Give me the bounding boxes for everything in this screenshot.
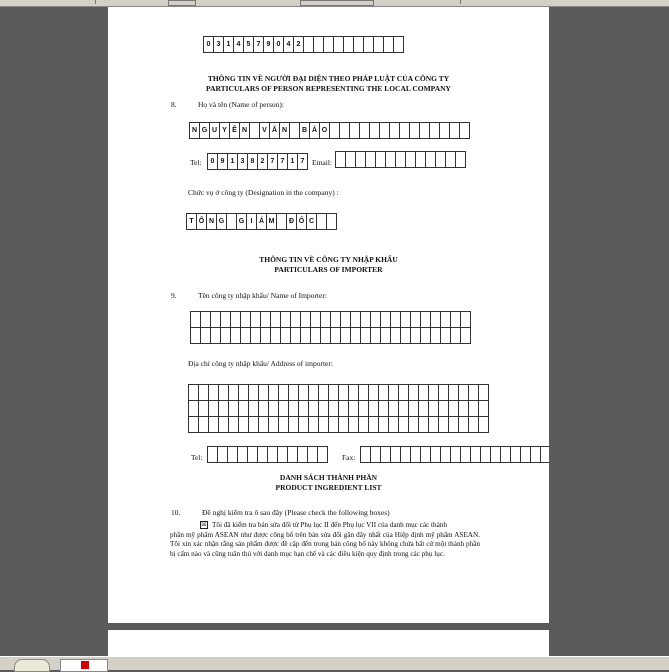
grid-cell (379, 385, 389, 401)
grid-cell (321, 312, 331, 328)
grid-cell (449, 385, 459, 401)
grid-cell (201, 328, 211, 344)
grid-cell (369, 385, 379, 401)
id-number-box: 4 (233, 36, 244, 53)
grid-cell (289, 401, 299, 417)
grid-cell (479, 417, 489, 433)
id-number-box: 0 (203, 36, 214, 53)
grid-cell (241, 312, 251, 328)
grid-cell (321, 328, 331, 344)
grid-cell (349, 417, 359, 433)
tel-label: Tel: (190, 158, 202, 167)
grid-cell (199, 401, 209, 417)
tel-digit-box: 7 (297, 153, 308, 170)
fax-boxes (361, 446, 549, 463)
grid-cell (461, 328, 471, 344)
grid-cell (399, 385, 409, 401)
grid-cell (389, 401, 399, 417)
grid-cell (251, 312, 261, 328)
email-char-box (455, 151, 466, 168)
id-number-box: 2 (293, 36, 304, 53)
importer-heading-vi: THÔNG TIN VỀ CÔNG TY NHẬP KHẨU (259, 255, 398, 264)
grid-cell (469, 385, 479, 401)
grid-cell (379, 401, 389, 417)
grid-cell (269, 401, 279, 417)
designation-char-box: G (236, 213, 247, 230)
name-char-box: Ả (309, 122, 320, 139)
grid-cell (351, 312, 361, 328)
grid-cell (389, 385, 399, 401)
id-number-boxes (204, 36, 404, 53)
id-number-box: 9 (263, 36, 274, 53)
designation-label: Chức vụ ở công ty (Designation in the company) : (188, 188, 339, 197)
grid-cell (209, 385, 219, 401)
item10-declaration (170, 521, 480, 559)
grid-cell (329, 385, 339, 401)
grid-cell (309, 385, 319, 401)
grid-cell (459, 401, 469, 417)
grid-cell (291, 312, 301, 328)
grid-cell (439, 385, 449, 401)
grid-cell (271, 312, 281, 328)
grid-cell (201, 312, 211, 328)
grid-cell (421, 312, 431, 328)
grid-cell (279, 401, 289, 417)
designation-char-box: N (206, 213, 217, 230)
grid-cell (439, 417, 449, 433)
grid-cell (399, 417, 409, 433)
grid-cell (419, 385, 429, 401)
tel-digit-box: 9 (217, 153, 228, 170)
grid-cell (431, 312, 441, 328)
item9-number: 9. (171, 291, 177, 300)
grid-cell (329, 401, 339, 417)
rep-heading-en: PARTICULARS OF PERSON REPRESENTING THE LOCAL COMPANY (206, 84, 451, 93)
grid-cell (459, 417, 469, 433)
grid-cell (261, 312, 271, 328)
grid-cell (401, 328, 411, 344)
name-char-box: Ă (269, 122, 280, 139)
id-number-box: 0 (273, 36, 284, 53)
id-number-box (393, 36, 404, 53)
grid-cell (339, 385, 349, 401)
document-page (108, 7, 549, 623)
grid-cell (359, 417, 369, 433)
grid-cell (429, 401, 439, 417)
tel-boxes (208, 153, 308, 170)
grid-cell (211, 328, 221, 344)
designation-char-box: Đ (286, 213, 297, 230)
grid-cell (239, 385, 249, 401)
grid-cell (229, 401, 239, 417)
grid-cell (231, 328, 241, 344)
grid-cell (259, 401, 269, 417)
id-number-box: 7 (253, 36, 264, 53)
grid-cell (199, 417, 209, 433)
importer-address-grid (188, 384, 489, 433)
grid-cell (259, 385, 269, 401)
grid-cell (419, 417, 429, 433)
toolbar-divider (460, 0, 461, 4)
grid-cell (319, 385, 329, 401)
fax-label: Fax: (342, 453, 356, 462)
toolbar-field[interactable] (168, 0, 196, 6)
grid-cell (249, 385, 259, 401)
tel-digit-box: 1 (287, 153, 298, 170)
grid-cell (371, 328, 381, 344)
id-number-box: 1 (223, 36, 234, 53)
grid-cell (389, 417, 399, 433)
name-char-box (459, 122, 470, 139)
designation-char-box: T (186, 213, 197, 230)
name-char-box: O (319, 122, 330, 139)
grid-cell (249, 417, 259, 433)
id-number-box: 3 (213, 36, 224, 53)
designation-char-box: Ổ (196, 213, 207, 230)
designation-char-box: Ố (296, 213, 307, 230)
grid-cell (251, 328, 261, 344)
grid-cell (339, 417, 349, 433)
grid-cell (191, 312, 201, 328)
item8-number: 8. (171, 100, 177, 109)
grid-cell (299, 385, 309, 401)
importer-tel-box (317, 446, 328, 463)
tel-digit-box: 7 (277, 153, 288, 170)
designation-char-box: C (306, 213, 317, 230)
tel-digit-box: 2 (257, 153, 268, 170)
taskbar (0, 656, 669, 670)
grid-cell (391, 328, 401, 344)
tel-digit-box: 1 (227, 153, 238, 170)
toolbar-divider (95, 0, 96, 4)
grid-cell (339, 401, 349, 417)
grid-cell (299, 401, 309, 417)
grid-cell (371, 312, 381, 328)
designation-char-box: Á (256, 213, 267, 230)
grid-cell (221, 312, 231, 328)
grid-cell (319, 417, 329, 433)
grid-cell (259, 417, 269, 433)
item10-first-line (170, 521, 480, 531)
item10-number: 10. (171, 508, 181, 517)
grid-cell (409, 385, 419, 401)
grid-cell (281, 312, 291, 328)
grid-cell (269, 385, 279, 401)
name-char-box: Y (219, 122, 230, 139)
item9-label: Tên công ty nhập khẩu/ Name of Importer: (198, 291, 327, 300)
importer-heading-en: PARTICULARS OF IMPORTER (274, 265, 383, 274)
grid-cell (359, 401, 369, 417)
name-char-box: N (279, 122, 290, 139)
name-char-box: Ê (229, 122, 240, 139)
viewer-toolbar (0, 0, 669, 7)
grid-cell (401, 312, 411, 328)
id-number-box: 5 (243, 36, 254, 53)
grid-cell (239, 417, 249, 433)
grid-cell (209, 417, 219, 433)
grid-cell (421, 328, 431, 344)
grid-cell (199, 385, 209, 401)
grid-cell (441, 328, 451, 344)
grid-cell (399, 401, 409, 417)
grid-cell (281, 328, 291, 344)
tel-digit-box: 8 (247, 153, 258, 170)
grid-cell (381, 312, 391, 328)
grid-cell (469, 401, 479, 417)
item8-label: Họ và tên (Name of person): (198, 100, 285, 109)
grid-cell (189, 385, 199, 401)
grid-cell (451, 328, 461, 344)
grid-cell (411, 312, 421, 328)
grid-cell (309, 417, 319, 433)
grid-cell (219, 385, 229, 401)
grid-cell (429, 385, 439, 401)
grid-cell (381, 328, 391, 344)
designation-char-box: I (246, 213, 257, 230)
grid-cell (309, 401, 319, 417)
grid-cell (241, 328, 251, 344)
item10-text-line1: Tôi đã kiểm tra bản sửa đổi từ Phụ lục II đến Phụ lục VII của danh mục các thành (212, 521, 447, 529)
grid-cell (349, 401, 359, 417)
grid-cell (379, 417, 389, 433)
grid-cell (411, 328, 421, 344)
id-number-box: 4 (283, 36, 294, 53)
grid-cell (361, 328, 371, 344)
ingredient-heading-en: PRODUCT INGREDIENT LIST (275, 483, 382, 492)
item10-label: Đề nghị kiểm tra ô sau đây (Please check the following boxes) (202, 508, 390, 517)
grid-cell (229, 417, 239, 433)
tel-digit-box: 7 (267, 153, 278, 170)
grid-cell (291, 328, 301, 344)
grid-cell (331, 328, 341, 344)
grid-cell (329, 417, 339, 433)
pdf-app-icon (81, 661, 89, 669)
grid-cell (319, 401, 329, 417)
grid-cell (229, 385, 239, 401)
grid-cell (409, 417, 419, 433)
grid-cell (311, 312, 321, 328)
fax-box (540, 446, 549, 463)
tel-digit-box: 0 (207, 153, 218, 170)
grid-cell (461, 312, 471, 328)
start-button[interactable] (14, 659, 50, 672)
email-label: Email: (312, 158, 332, 167)
grid-cell (231, 312, 241, 328)
rep-heading-vi: THÔNG TIN VỀ NGƯỜI ĐẠI DIỆN THEO PHÁP LUẬT CỦA CÔNG TY (207, 74, 450, 83)
importer-tel-boxes (208, 446, 328, 463)
designation-char-box (326, 213, 337, 230)
grid-cell (429, 417, 439, 433)
ingredient-heading-vi: DANH SÁCH THÀNH PHẦN (279, 473, 378, 482)
name-char-box: B (299, 122, 310, 139)
grid-cell (209, 401, 219, 417)
grid-cell (289, 417, 299, 433)
grid-cell (369, 417, 379, 433)
grid-cell (359, 385, 369, 401)
grid-cell (299, 417, 309, 433)
grid-cell (331, 312, 341, 328)
name-char-box: N (239, 122, 250, 139)
grid-cell (349, 385, 359, 401)
grid-cell (221, 328, 231, 344)
grid-cell (451, 312, 461, 328)
grid-cell (249, 401, 259, 417)
grid-cell (279, 417, 289, 433)
grid-cell (301, 328, 311, 344)
declaration-checkbox[interactable]: ☒ (201, 521, 207, 529)
grid-cell (449, 417, 459, 433)
grid-cell (189, 401, 199, 417)
address-label: Địa chỉ công ty nhập khẩu/ Address of importer: (188, 359, 333, 368)
grid-cell (459, 385, 469, 401)
designation-boxes (187, 213, 337, 230)
grid-cell (271, 328, 281, 344)
grid-cell (269, 417, 279, 433)
grid-cell (311, 328, 321, 344)
grid-cell (409, 401, 419, 417)
grid-cell (351, 328, 361, 344)
grid-cell (279, 385, 289, 401)
grid-cell (191, 328, 201, 344)
tel-digit-box: 3 (237, 153, 248, 170)
grid-cell (211, 312, 221, 328)
grid-cell (449, 401, 459, 417)
importer-tel-label: Tel: (191, 453, 203, 462)
grid-cell (219, 401, 229, 417)
grid-cell (369, 401, 379, 417)
importer-name-grid (190, 311, 471, 344)
email-boxes (336, 151, 466, 168)
grid-cell (301, 312, 311, 328)
grid-cell (441, 312, 451, 328)
item10-text-rest: phần mỹ phẩm ASEAN như được công bố trên bản sửa đổi gần đây nhất của Hiệp định mỹ phẩm ASEAN. Tôi xin xác nhận rằng sản phẩm được đề cập đến trong bản công bố này không chứa bất cứ một thành phần bị cấm nào và cũng tuân thủ với danh mục hạn chế và các điều kiện quy định trong các phụ lục. (170, 530, 480, 558)
name-char-box: V (259, 122, 270, 139)
grid-cell (479, 385, 489, 401)
grid-cell (439, 401, 449, 417)
taskbar-app-button[interactable] (60, 659, 108, 672)
grid-cell (219, 417, 229, 433)
name-char-box: U (209, 122, 220, 139)
grid-cell (431, 328, 441, 344)
grid-cell (189, 417, 199, 433)
grid-cell (479, 401, 489, 417)
designation-char-box: M (266, 213, 277, 230)
grid-cell (361, 312, 371, 328)
grid-cell (419, 401, 429, 417)
grid-cell (289, 385, 299, 401)
name-char-box: G (199, 122, 210, 139)
designation-char-box: G (216, 213, 227, 230)
grid-cell (261, 328, 271, 344)
name-char-box: N (189, 122, 200, 139)
toolbar-field[interactable] (300, 0, 374, 6)
grid-cell (341, 328, 351, 344)
grid-cell (239, 401, 249, 417)
name-boxes (190, 122, 470, 139)
grid-cell (469, 417, 479, 433)
grid-cell (341, 312, 351, 328)
grid-cell (391, 312, 401, 328)
